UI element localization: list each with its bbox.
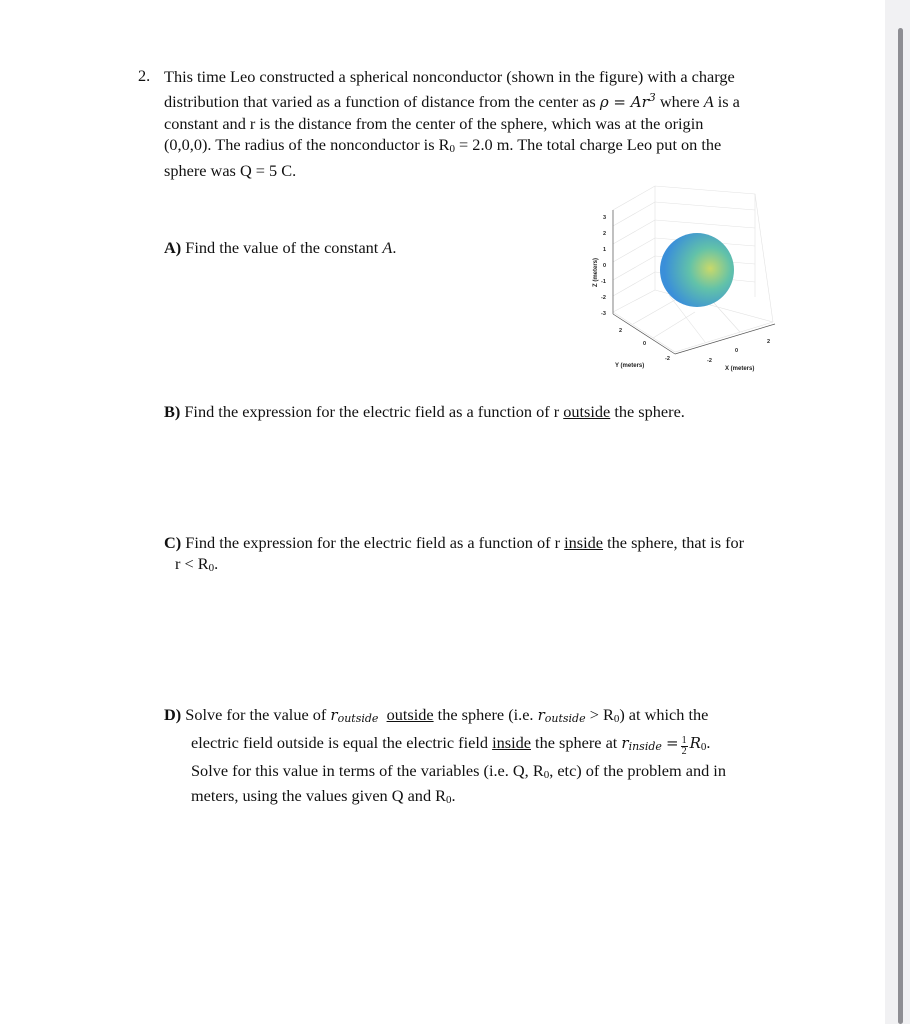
- frac-numerator: 1: [681, 735, 687, 746]
- part-d-text-3: ) at which the: [619, 705, 709, 724]
- scrollbar-thumb[interactable]: [898, 28, 903, 1024]
- frac-denominator: 2: [681, 746, 687, 757]
- part-d-sub-0c: 0: [446, 794, 452, 806]
- sphere-figure: [585, 182, 785, 377]
- part-c: [164, 532, 744, 579]
- intro-line-5: sphere was Q = 5 C.: [164, 161, 297, 180]
- x-axis-label: X (meters): [725, 366, 755, 372]
- y-tick: 2: [619, 328, 623, 334]
- part-c-end: .: [214, 554, 219, 573]
- y-tick: 0: [643, 341, 647, 347]
- r0-var: R: [689, 734, 701, 752]
- intro-is-a: is a: [717, 92, 740, 111]
- z-tick: 3: [603, 215, 607, 221]
- part-a-text: Find the value of the constant: [185, 238, 379, 257]
- part-d-label: D): [164, 705, 182, 724]
- z-tick: 1: [603, 247, 607, 253]
- part-c-text: Find the expression for the electric field as a function of r: [185, 533, 561, 552]
- problem-number: 2.: [138, 66, 151, 85]
- intro-line-4: [164, 134, 784, 160]
- part-a-label: A): [164, 238, 182, 257]
- intro-line-2-text: distribution that varied as a function of distance from the center as: [164, 92, 596, 111]
- x-tick: 0: [735, 348, 739, 354]
- nonconductor-sphere: [660, 233, 734, 307]
- part-d-sub-0b: 0: [543, 769, 550, 781]
- part-c-line-2: [164, 553, 744, 579]
- part-d-line-2: [164, 731, 726, 759]
- intro-line-1: This time Leo constructed a spherical nonconductor (shown in the figure) with a charge: [164, 67, 735, 86]
- r-outside-var-2: r: [537, 706, 545, 724]
- r-inside-var: r: [621, 734, 629, 752]
- r0-subscript: 0: [449, 143, 455, 155]
- r-inside-sub: inside: [628, 740, 662, 753]
- z-tick: -3: [601, 311, 606, 317]
- r-outside-sub-2: outside: [544, 712, 586, 725]
- part-d-emph-inside: inside: [492, 733, 531, 752]
- part-b-emph: outside: [563, 402, 611, 421]
- z-tick: -1: [601, 279, 606, 285]
- sphere-plot: [585, 182, 785, 377]
- rho-exponent: 3: [648, 91, 656, 104]
- part-d-text-5: the sphere at: [535, 733, 618, 752]
- intro-line-2: [164, 87, 784, 113]
- part-c-sub: 0: [208, 562, 215, 574]
- part-d-line-3: [164, 759, 726, 787]
- part-d-emph-outside: outside: [386, 705, 434, 724]
- part-d-line-4: [164, 784, 726, 812]
- part-c-emph: inside: [564, 533, 604, 552]
- r-outside-sub: outside: [337, 712, 379, 725]
- part-c-label: C): [164, 533, 182, 552]
- equals-sign: =: [665, 734, 679, 752]
- r0-sub: 0: [700, 741, 707, 753]
- r-outside-var: r: [330, 706, 338, 724]
- part-b: [164, 401, 685, 422]
- z-tick: 0: [603, 263, 607, 269]
- intro-line-4-text: (0,0,0). The radius of the nonconductor is R: [164, 135, 450, 154]
- part-b-text-end: the sphere.: [614, 402, 685, 421]
- part-d-sub-0: 0: [613, 713, 620, 725]
- part-d-text-8: meters, using the values given Q and R: [191, 786, 447, 805]
- part-b-label: B): [164, 402, 181, 421]
- part-d: [164, 703, 726, 812]
- intro-where: where: [659, 92, 700, 111]
- z-tick: -2: [601, 295, 606, 301]
- x-tick: 2: [767, 339, 771, 345]
- y-axis-label: Y (meters): [615, 363, 645, 369]
- constant-a: A: [703, 92, 714, 111]
- part-d-line-1: [164, 703, 726, 731]
- part-a-end: .: [392, 238, 397, 257]
- part-d-text-1: Solve for the value of: [185, 705, 327, 724]
- z-tick: 2: [603, 231, 607, 237]
- part-d-text-6: Solve for this value in terms of the variables (i.e. Q, R: [191, 761, 544, 780]
- z-axis-label: Z (meters): [593, 257, 599, 287]
- part-a-var: A: [382, 238, 393, 257]
- part-d-text-4: electric field outside is equal the electric field: [191, 733, 488, 752]
- part-d-text-2: the sphere (i.e.: [437, 705, 534, 724]
- part-d-gt: > R: [589, 705, 614, 724]
- problem-statement: [164, 66, 784, 181]
- part-c-text-end: the sphere, that is for: [607, 533, 745, 552]
- part-d-end-4: .: [451, 786, 456, 805]
- part-d-text-7: , etc) of the problem and in: [549, 761, 726, 780]
- x-tick: -2: [707, 358, 712, 364]
- intro-line-3: constant and r is the distance from the center of the sphere, which was at the origin: [164, 114, 704, 133]
- part-b-text: Find the expression for the electric field as a function of r: [184, 402, 560, 421]
- one-half-fraction: [681, 736, 688, 757]
- y-tick: -2: [665, 356, 670, 362]
- part-a: [164, 237, 396, 258]
- part-d-end-2: .: [706, 733, 711, 752]
- intro-line-4-end: = 2.0 m. The total charge Leo put on the: [454, 135, 722, 154]
- rho-equation: [600, 93, 656, 111]
- part-c-line-1: [164, 532, 744, 553]
- part-c-condition: r < R: [175, 554, 209, 573]
- rho-equation-text: ρ = Ar: [599, 93, 649, 111]
